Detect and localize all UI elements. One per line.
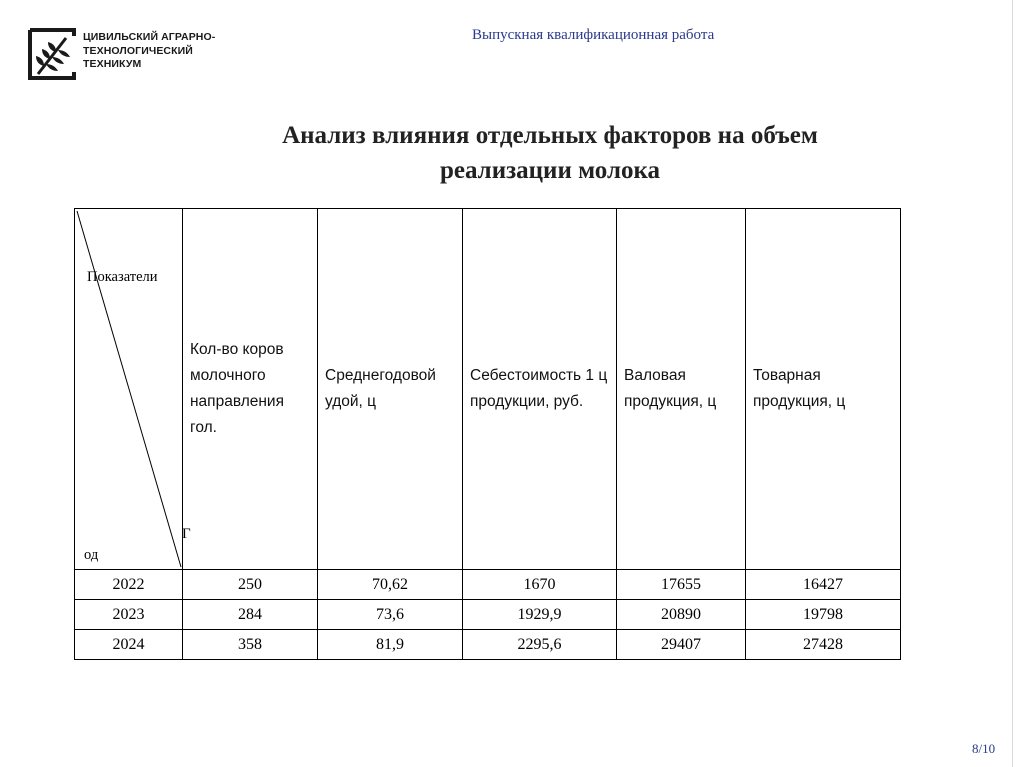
year-cell: 2022 xyxy=(75,570,183,600)
column-header xyxy=(463,209,617,570)
header-title: Выпускная квалификационная работа xyxy=(472,27,715,43)
college-name-line: ТЕХНОЛОГИЧЕСКИЙ xyxy=(83,44,193,57)
table-cell: 20890 xyxy=(617,600,746,630)
slide-title-line: Анализ влияния отдельных факторов на объем xyxy=(282,122,818,149)
table-header-row xyxy=(75,209,901,570)
college-name-line: ТЕХНИКУМ xyxy=(83,58,142,70)
column-header xyxy=(318,209,463,570)
table-cell: 81,9 xyxy=(318,630,463,660)
slide-title xyxy=(150,118,950,188)
column-header-label: Товарная продукция, ц xyxy=(753,367,846,410)
table-cell: 27428 xyxy=(746,630,901,660)
table-cell: 358 xyxy=(183,630,318,660)
year-cell: 2024 xyxy=(75,630,183,660)
column-header xyxy=(746,209,901,570)
slide-title-line: реализации молока xyxy=(439,157,661,184)
corner-label-g: Г xyxy=(182,526,191,542)
column-header-label: Кол-во коров молочного направления гол. xyxy=(190,341,284,436)
milk-factors-table xyxy=(74,208,901,660)
page-number: 8/10 xyxy=(972,741,996,756)
corner-label-od: од xyxy=(84,547,99,563)
corner-header-cell xyxy=(75,209,191,570)
table-row xyxy=(75,600,901,630)
table-row xyxy=(75,630,901,660)
table-cell: 284 xyxy=(183,600,318,630)
corner-label-indicators: Показатели xyxy=(87,269,158,285)
diagonal-line xyxy=(75,209,182,569)
table-cell: 29407 xyxy=(617,630,746,660)
year-cell: 2023 xyxy=(75,600,183,630)
table-cell: 2295,6 xyxy=(463,630,617,660)
table-cell: 1929,9 xyxy=(463,600,617,630)
column-header-label: Себестоимость 1 ц продукции, руб. xyxy=(470,367,608,410)
column-header-label: Среднегодовой удой, ц xyxy=(325,367,436,410)
column-header xyxy=(617,209,746,570)
table-cell: 250 xyxy=(183,570,318,600)
table-cell: 1670 xyxy=(463,570,617,600)
column-header xyxy=(183,209,318,570)
table-row xyxy=(75,570,901,600)
data-table-wrapper xyxy=(74,208,901,660)
table-cell: 73,6 xyxy=(318,600,463,630)
table-cell: 17655 xyxy=(617,570,746,600)
column-header-label: Валовая продукция, ц xyxy=(624,367,717,410)
college-name-line: ЦИВИЛЬСКИЙ АГРАРНО- xyxy=(83,31,216,43)
table-cell: 19798 xyxy=(746,600,901,630)
table-cell: 16427 xyxy=(746,570,901,600)
diagonal-header xyxy=(75,209,191,569)
wheat-logo-icon xyxy=(28,28,76,80)
college-name xyxy=(83,31,215,72)
table-cell: 70,62 xyxy=(318,570,463,600)
